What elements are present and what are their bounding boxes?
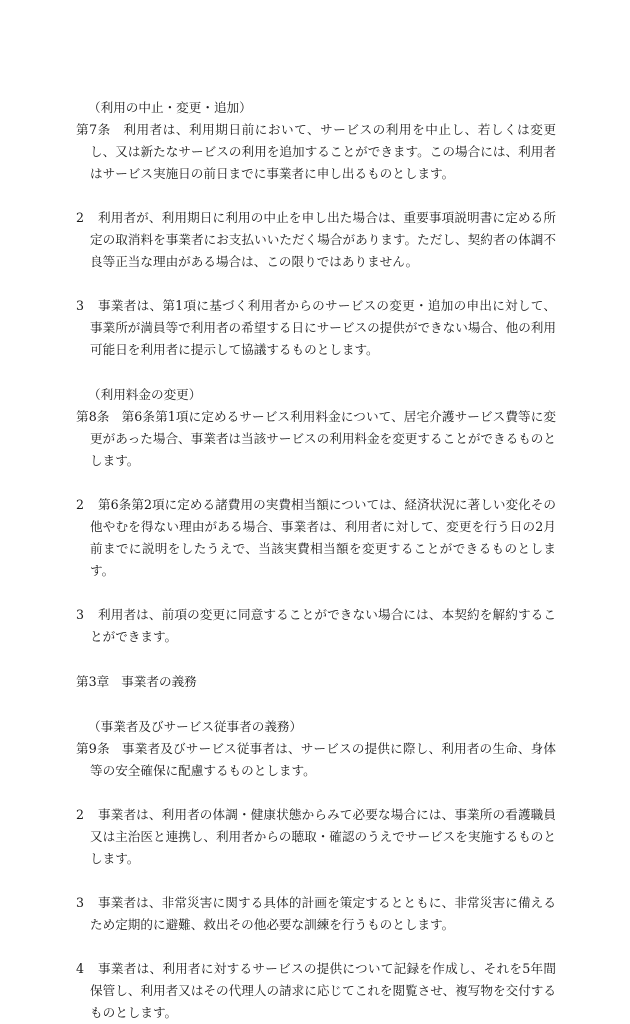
paragraph-text: 第6条第1項に定めるサービス利用料金について、居宅介護サービス費等に変更があった場合、事業者は当該サービスの利用料金を変更することができるものとします。 xyxy=(90,409,556,468)
numbered-paragraph xyxy=(76,958,556,1024)
chapter-title: 事業者の義務 xyxy=(121,674,197,689)
paragraph-text: 事業者は、第1項に基づく利用者からのサービスの変更・追加の申出に対して、事業所が満員等で利用者の希望する日にサービスの提供ができない場合、他の利用可能日を利用者に提示して協議するものとします。 xyxy=(90,298,556,357)
paragraph-text: 利用者が、利用期日に利用の中止を申し出た場合は、重要事項説明書に定める所定の取消料を事業者にお支払いいただく場合があります。ただし、契約者の体調不良等正当な理由がある場合は、この限りではありません。 xyxy=(90,210,556,269)
chapter-number: 第3章 xyxy=(76,674,110,689)
document-body xyxy=(76,97,556,1024)
paragraph-text: 事業者は、利用者の体調・健康状態からみて必要な場合には、事業所の看護職員又は主治医と連携し、利用者からの聴取・確認のうえでサービスを実施するものとします。 xyxy=(90,807,556,866)
article-number: 第8条 xyxy=(76,409,110,424)
paragraph-text: 利用者は、利用期日前において、サービスの利用を中止し、若しくは変更し、又は新たなサービスの利用を追加することができます。この場合には、利用者はサービス実施日の前日までに事業者に申し出るものとします。 xyxy=(90,122,557,181)
paragraph-text: 事業者は、非常災害に関する具体的計画を策定するとともに、非常災害に備えるため定期的に避難、救出その他必要な訓練を行うものとします。 xyxy=(90,895,556,932)
numbered-paragraph xyxy=(76,892,556,936)
paragraph-text: 事業者は、利用者に対するサービスの提供について記録を作成し、それを5年間保管し、利用者又はその代理人の請求に応じてこれを閲覧させ、複写物を交付するものとします。 xyxy=(90,961,556,1020)
article-caption: （利用の中止・変更・追加） xyxy=(88,100,252,115)
article-number: 第9条 xyxy=(76,741,110,756)
paragraph-number: 2 xyxy=(76,807,85,822)
paragraph-number: 2 xyxy=(76,210,85,225)
article-caption: （利用料金の変更） xyxy=(88,387,202,402)
paragraph-number: 4 xyxy=(76,961,85,976)
article-number: 第7条 xyxy=(76,122,111,137)
article-caption: （事業者及びサービス従事者の義務） xyxy=(88,719,303,734)
chapter-heading xyxy=(76,671,556,693)
article-paragraph xyxy=(76,406,556,472)
paragraph-text: 事業者及びサービス従事者は、サービスの提供に際し、利用者の生命、身体等の安全確保に配慮するものとします。 xyxy=(90,741,557,778)
numbered-paragraph xyxy=(76,804,556,870)
numbered-paragraph xyxy=(76,494,556,582)
numbered-paragraph xyxy=(76,207,556,273)
article-paragraph xyxy=(76,738,556,782)
numbered-paragraph xyxy=(76,604,556,648)
paragraph-text: 第6条第2項に定める諸費用の実費相当額については、経済状況に著しい変化その他やむを得ない理由がある場合、事業者は、利用者に対して、変更を行う日の2月前までに説明をしたうえで、当該実費相当額を変更することができるものとします。 xyxy=(90,497,556,578)
paragraph-number: 3 xyxy=(76,607,85,622)
numbered-paragraph xyxy=(76,295,556,361)
paragraph-text: 利用者は、前項の変更に同意することができない場合には、本契約を解約することができます。 xyxy=(90,607,556,644)
paragraph-number: 3 xyxy=(76,895,85,910)
paragraph-number: 3 xyxy=(76,298,85,313)
article-paragraph xyxy=(76,119,556,185)
paragraph-number: 2 xyxy=(76,497,85,512)
